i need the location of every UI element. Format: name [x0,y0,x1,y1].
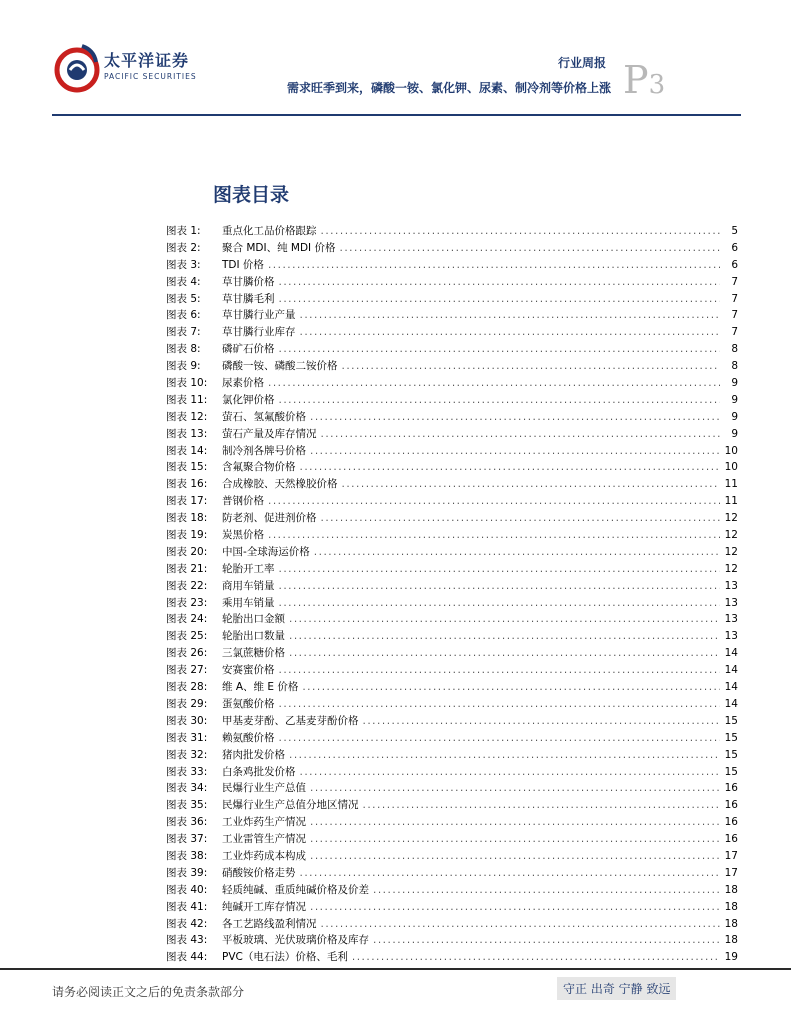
toc-entry-label: 图表 27: [166,664,208,677]
toc-entry-page: 7 [731,326,738,339]
toc-leader-dots [289,645,720,662]
toc-entry[interactable] [166,932,738,949]
toc-entry[interactable] [166,274,738,291]
toc-entry-label: 图表 39: [166,866,208,879]
toc-entry-page: 5 [731,225,738,237]
toc-entry-page: 11 [724,478,738,491]
toc-leader-dots [300,324,721,341]
toc-entry-title: TDI 价格 [222,258,264,271]
toc-leader-dots [289,628,720,645]
toc-entry-title: 蛋氨酸价格 [222,697,275,710]
toc-leader-dots [321,510,721,527]
toc-entry[interactable] [166,426,738,443]
toc-entry-page: 15 [724,731,738,744]
toc-entry-title: 安赛蜜价格 [222,664,275,677]
toc-entry-label: 图表 9: [166,360,201,373]
toc-entry-title: 工业炸药成本构成 [222,849,306,862]
toc-entry[interactable] [166,865,738,882]
toc-leader-dots [340,240,721,257]
toc-entry[interactable] [166,882,738,899]
toc-leader-dots [373,882,720,899]
toc-entry-label: 图表 31: [166,731,208,744]
toc-leader-dots [279,696,721,713]
toc-entry-label: 图表 43: [166,934,208,947]
disclaimer-note: 请务必阅读正文之后的免责条款部分 [52,985,245,999]
toc-entry[interactable] [166,611,738,628]
toc-entry-page: 18 [724,917,738,930]
toc-leader-dots [310,848,720,865]
toc-entry-label: 图表 22: [166,579,208,592]
toc-entry-label: 图表 18: [166,512,208,525]
toc-leader-dots [268,375,720,392]
toc-entry[interactable] [166,409,738,426]
toc-entry[interactable] [166,341,738,358]
toc-entry-page: 11 [724,495,738,508]
toc-entry-label: 图表 19: [166,529,208,542]
toc-entry-label: 图表 28: [166,681,208,694]
toc-entry-label: 图表 10: [166,377,208,390]
toc-entry-title: 工业雷管生产情况 [222,833,306,846]
toc-entry-title: 白条鸡批发价格 [222,765,296,778]
toc-entry[interactable] [166,578,738,595]
toc-entry[interactable] [166,307,738,324]
toc-entry-title: 萤石、氢氟酸价格 [222,410,306,423]
toc-entry-page: 16 [724,816,738,829]
toc-entry[interactable] [166,814,738,831]
toc-entry-page: 15 [724,765,738,778]
toc-entry-label: 图表 40: [166,883,208,896]
toc-entry-page: 9 [731,393,738,406]
toc-leader-dots [310,409,720,426]
toc-entry-label: 图表 2: [166,241,201,254]
toc-entry-label: 图表 11: [166,393,208,406]
toc-entry-label: 图表 37: [166,833,208,846]
toc-entry-page: 10 [724,444,738,457]
toc-entry-label: 图表 7: [166,326,201,339]
toc-entry[interactable] [166,459,738,476]
toc-leader-dots [300,459,721,476]
toc-entry-label: 图表 3: [166,258,201,271]
toc-entry[interactable] [166,476,738,493]
toc-entry[interactable] [166,713,738,730]
toc-entry[interactable] [166,949,738,966]
toc-entry-title: 草甘膦毛利 [222,292,275,305]
toc-entry-label: 图表 25: [166,630,208,643]
header-divider [52,114,741,116]
toc-entry[interactable] [166,443,738,460]
toc-entry-title: 平板玻璃、光伏玻璃价格及库存 [222,934,369,947]
company-slogan: 守正 出奇 宁静 致远 [557,977,676,1000]
toc-entry-label: 图表 12: [166,410,208,423]
toc-entry[interactable] [166,510,738,527]
toc-entry[interactable] [166,780,738,797]
toc-leader-dots [314,544,720,561]
toc-entry[interactable] [166,291,738,308]
toc-entry-page: 18 [724,934,738,947]
toc-entry[interactable] [166,662,738,679]
toc-entry[interactable] [166,527,738,544]
toc-entry-label: 图表 26: [166,647,208,660]
toc-entry-label: 图表 35: [166,799,208,812]
toc-entry-page: 8 [731,343,738,356]
toc-entry-page: 18 [724,900,738,913]
toc-leader-dots [310,899,720,916]
toc-entry-label: 图表 13: [166,427,208,440]
toc-leader-dots [342,358,721,375]
toc-entry-title: 制冷剂各牌号价格 [222,444,306,457]
toc-entry-page: 17 [724,849,738,862]
toc-entry[interactable] [166,544,738,561]
toc-entry-title: 磷矿石价格 [222,343,275,356]
toc-leader-dots [363,797,721,814]
toc-leader-dots [279,561,721,578]
toc-entry[interactable] [166,493,738,510]
toc-entry-title: 草甘膦行业产量 [222,309,296,322]
toc-entry[interactable] [166,797,738,814]
toc-leader-dots [321,426,721,443]
toc-entry[interactable] [166,375,738,392]
toc-entry-label: 图表 44: [166,951,208,964]
toc-leader-dots [342,476,721,493]
report-title: 需求旺季到来，磷酸一铵、氯化钾、尿素、制冷剂等价格上涨 [286,81,611,95]
toc-entry-label: 图表 24: [166,613,208,626]
toc-entry-label: 图表 21: [166,562,208,575]
toc-entry-page: 13 [724,579,738,592]
toc-entry-page: 14 [724,681,738,694]
toc-entry-label: 图表 20: [166,545,208,558]
toc-entry-page: 13 [724,596,738,609]
toc-entry-title: 草甘膦价格 [222,275,275,288]
toc-entry-title: 硝酸铵价格走势 [222,866,296,879]
toc-entry[interactable] [166,899,738,916]
toc-entry-label: 图表 34: [166,782,208,795]
toc-leader-dots [279,662,721,679]
toc-entry-title: 三氯蔗糖价格 [222,647,285,660]
toc-entry-title: 工业炸药生产情况 [222,816,306,829]
toc-entry-page: 14 [724,697,738,710]
toc-leader-dots [268,493,720,510]
toc-entry-title: 普钢价格 [222,495,264,508]
toc-leader-dots [352,949,720,966]
toc-entry[interactable] [166,747,738,764]
toc-entry-page: 6 [731,258,738,271]
toc-entry-page: 6 [731,241,738,254]
toc-entry-label: 图表 15: [166,461,208,474]
toc-entry[interactable] [166,730,738,747]
toc-entry[interactable] [166,696,738,713]
toc-entry-title: 甲基麦芽酚、乙基麦芽酚价格 [222,714,359,727]
toc-entry-page: 12 [724,512,738,525]
toc-entry-title: 各工艺路线盈利情况 [222,917,317,930]
toc-entry-title: 民爆行业生产总值 [222,782,306,795]
toc-entry-label: 图表 4: [166,275,201,288]
toc-leader-dots [279,274,721,291]
toc-entry-title: 轮胎出口数量 [222,630,285,643]
toc-entry-page: 12 [724,562,738,575]
toc-entry-label: 图表 6: [166,309,201,322]
toc-entry[interactable] [166,595,738,612]
toc-leader-dots [289,747,720,764]
company-logo [52,40,212,100]
toc-entry-page: 12 [724,529,738,542]
toc-entry-page: 15 [724,714,738,727]
toc-entry-label: 图表 14: [166,444,208,457]
toc-entry-title: 合成橡胶、天然橡胶价格 [222,478,338,491]
toc-entry[interactable] [166,358,738,375]
toc-entry[interactable] [166,848,738,865]
toc-leader-dots [373,932,720,949]
toc-leader-dots [300,307,721,324]
report-type: 行业周报 [558,56,607,70]
toc-entry-page: 9 [731,377,738,390]
toc-entry[interactable] [166,240,738,257]
toc-entry-title: 维 A、维 E 价格 [222,681,299,694]
toc-entry-label: 图表 17: [166,495,208,508]
toc-entry-page: 18 [724,883,738,896]
toc-entry-page: 16 [724,833,738,846]
toc-entry-page: 7 [731,275,738,288]
toc-entry-label: 图表 41: [166,900,208,913]
toc-entry-page: 9 [731,427,738,440]
page-number-value: 3 [648,70,666,100]
toc-heading: 图表目录 [213,184,290,206]
toc-entry-title: 炭黑价格 [222,529,264,542]
toc-leader-dots [363,713,721,730]
toc-entry[interactable] [166,645,738,662]
toc-entry-title: 商用车销量 [222,579,275,592]
toc-entry-title: 含氟聚合物价格 [222,461,296,474]
toc-entry-title: 乘用车销量 [222,596,275,609]
toc-entry-title: 磷酸一铵、磷酸二铵价格 [222,360,338,373]
toc-entry-title: 轮胎出口金额 [222,613,285,626]
toc-entry-title: 重点化工品价格跟踪 [222,225,317,237]
toc-leader-dots [310,780,720,797]
toc-entry[interactable] [166,223,738,240]
toc-leader-dots [279,578,721,595]
toc-entry-page: 7 [731,292,738,305]
toc-entry-label: 图表 42: [166,917,208,930]
toc-leader-dots [279,730,721,747]
toc-entry-page: 13 [724,613,738,626]
toc-leader-dots [302,679,720,696]
logo-chinese-name: 太平洋证券 [104,51,190,70]
toc-leader-dots [310,814,720,831]
toc-entry-title: 聚合 MDI、纯 MDI 价格 [222,241,336,254]
toc-entry[interactable] [166,764,738,781]
toc-entry-label: 图表 8: [166,343,201,356]
toc-entry[interactable] [166,679,738,696]
toc-entry-title: 民爆行业生产总值分地区情况 [222,799,359,812]
page-number [623,58,665,102]
toc-entry-page: 13 [724,630,738,643]
toc-entry-page: 14 [724,664,738,677]
toc-leader-dots [279,341,721,358]
toc-entry-page: 17 [724,866,738,879]
toc-entry-title: 尿素价格 [222,377,264,390]
toc-entry-page: 8 [731,360,738,373]
table-of-figures [166,223,738,966]
toc-entry-title: 纯碱开工库存情况 [222,900,306,913]
toc-entry[interactable] [166,561,738,578]
toc-leader-dots [279,595,721,612]
toc-entry-title: 草甘膦行业库存 [222,326,296,339]
footer-divider [0,968,791,970]
toc-entry-title: 防老剂、促进剂价格 [222,512,317,525]
toc-entry-page: 15 [724,748,738,761]
toc-entry-page: 12 [724,545,738,558]
toc-leader-dots [279,392,721,409]
toc-entry-title: 中国-全球海运价格 [222,545,310,558]
page-number-prefix: P [623,58,649,102]
toc-entry-label: 图表 36: [166,816,208,829]
toc-entry-label: 图表 29: [166,697,208,710]
toc-entry-title: 氯化钾价格 [222,393,275,406]
toc-entry-title: 萤石产量及库存情况 [222,427,317,440]
toc-entry-page: 7 [731,309,738,322]
toc-leader-dots [300,764,721,781]
toc-leader-dots [289,611,720,628]
pacific-securities-emblem-icon [52,40,102,100]
logo-english-name: PACIFIC SECURITIES [104,72,197,81]
toc-entry-label: 图表 16: [166,478,208,491]
toc-entry[interactable] [166,628,738,645]
toc-entry-title: PVC（电石法）价格、毛利 [222,951,348,964]
toc-entry-label: 图表 1: [166,225,201,237]
toc-leader-dots [321,223,721,240]
toc-entry-title: 赖氨酸价格 [222,731,275,744]
toc-leader-dots [268,257,720,274]
toc-entry-page: 14 [724,647,738,660]
toc-entry-label: 图表 33: [166,765,208,778]
toc-leader-dots [279,291,721,308]
toc-entry-label: 图表 5: [166,292,201,305]
toc-entry-page: 16 [724,782,738,795]
toc-entry[interactable] [166,916,738,933]
toc-entry-title: 轮胎开工率 [222,562,275,575]
toc-entry[interactable] [166,257,738,274]
toc-entry[interactable] [166,392,738,409]
toc-entry-title: 轻质纯碱、重质纯碱价格及价差 [222,883,369,896]
toc-leader-dots [310,443,720,460]
toc-entry-label: 图表 32: [166,748,208,761]
toc-entry[interactable] [166,324,738,341]
toc-entry-page: 10 [724,461,738,474]
toc-leader-dots [321,916,721,933]
toc-entry-title: 猪肉批发价格 [222,748,285,761]
toc-entry[interactable] [166,831,738,848]
toc-entry-label: 图表 23: [166,596,208,609]
toc-entry-label: 图表 38: [166,849,208,862]
toc-entry-label: 图表 30: [166,714,208,727]
toc-entry-page: 9 [731,410,738,423]
toc-leader-dots [310,831,720,848]
toc-leader-dots [300,865,721,882]
toc-leader-dots [268,527,720,544]
toc-entry-page: 19 [724,951,738,964]
toc-entry-page: 16 [724,799,738,812]
